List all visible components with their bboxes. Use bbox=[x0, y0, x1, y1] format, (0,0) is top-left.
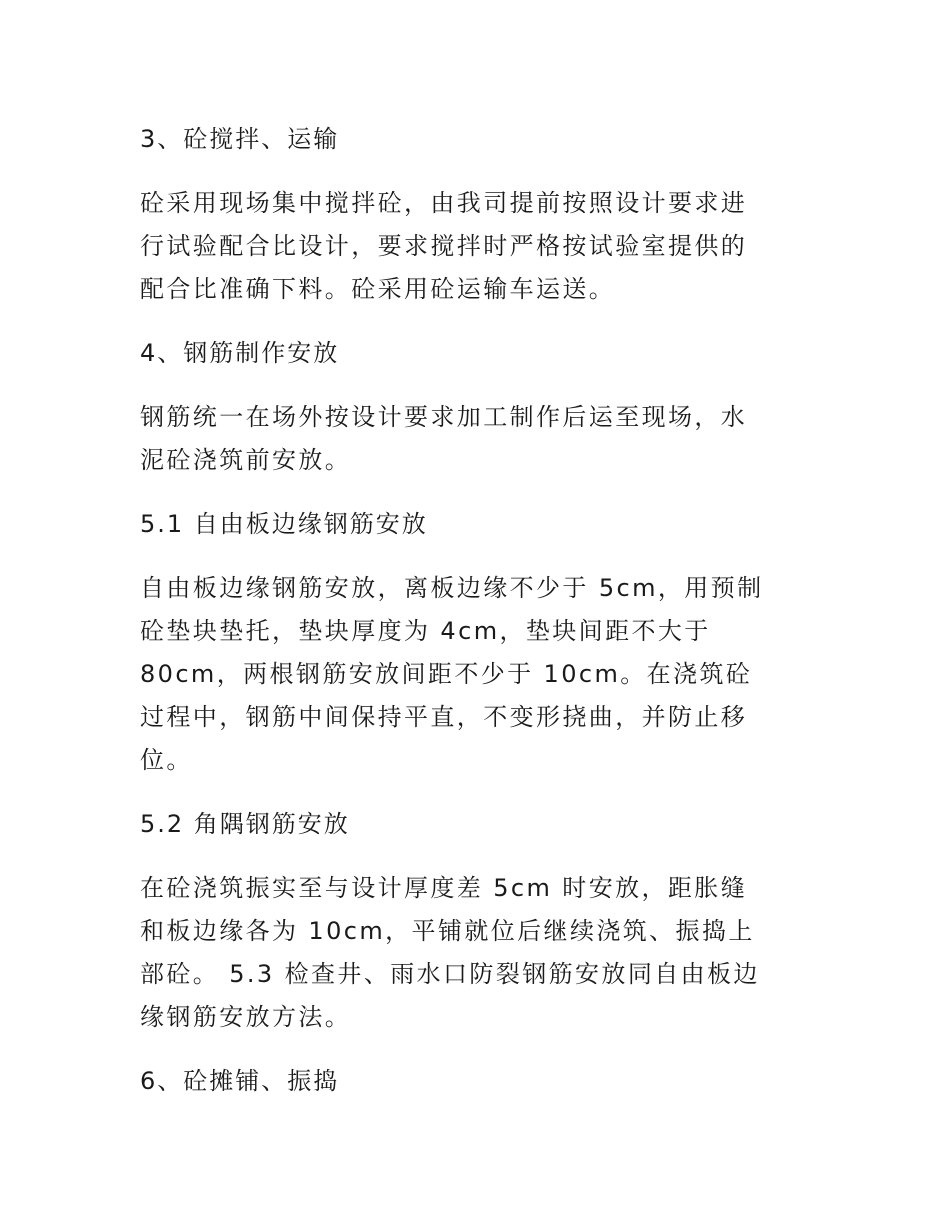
paragraph-line: 砼采用现场集中搅拌砼，由我司提前按照设计要求进 bbox=[140, 189, 748, 217]
paragraph-line: 位。 bbox=[140, 746, 193, 774]
section-6 bbox=[140, 1060, 812, 1103]
paragraph-line: 部砼。 5.3 检查井、雨水口防裂钢筋安放同自由板边 bbox=[140, 960, 760, 988]
section-heading: 3、砼搅拌、运输 bbox=[140, 125, 340, 153]
paragraph-line: 砼垫块垫托，垫块厚度为 4cm，垫块间距不大于 bbox=[140, 617, 711, 645]
paragraph-line: 行试验配合比设计，要求搅拌时严格按试验室提供的 bbox=[140, 232, 748, 260]
section-5-2 bbox=[140, 803, 812, 1060]
section-5-1 bbox=[140, 503, 812, 803]
paragraph-line: 在砼浇筑振实至与设计厚度差 5cm 时安放，距胀缝 bbox=[140, 874, 748, 902]
paragraph-line: 泥砼浇筑前安放。 bbox=[140, 446, 352, 474]
paragraph-line: 80cm，两根钢筋安放间距不少于 10cm。在浇筑砼 bbox=[140, 660, 753, 688]
paragraph-line: 钢筋统一在场外按设计要求加工制作后运至现场，水 bbox=[140, 403, 748, 431]
paragraph-line: 自由板边缘钢筋安放，离板边缘不少于 5cm，用预制 bbox=[140, 574, 764, 602]
section-heading: 6、砼摊铺、振捣 bbox=[140, 1067, 340, 1095]
section-3 bbox=[140, 118, 812, 332]
section-heading: 4、钢筋制作安放 bbox=[140, 339, 340, 367]
paragraph-line: 配合比准确下料。砼采用砼运输车运送。 bbox=[140, 275, 616, 303]
paragraph-line: 过程中，钢筋中间保持平直，不变形挠曲，并防止移 bbox=[140, 703, 748, 731]
section-heading: 5.2 角隅钢筋安放 bbox=[140, 810, 350, 838]
paragraph-line: 缘钢筋安放方法。 bbox=[140, 1003, 352, 1031]
section-heading: 5.1 自由板边缘钢筋安放 bbox=[140, 510, 428, 538]
section-4 bbox=[140, 332, 812, 503]
paragraph-line: 和板边缘各为 10cm，平铺就位后继续浇筑、振捣上 bbox=[140, 917, 755, 945]
document-page bbox=[140, 118, 812, 1103]
